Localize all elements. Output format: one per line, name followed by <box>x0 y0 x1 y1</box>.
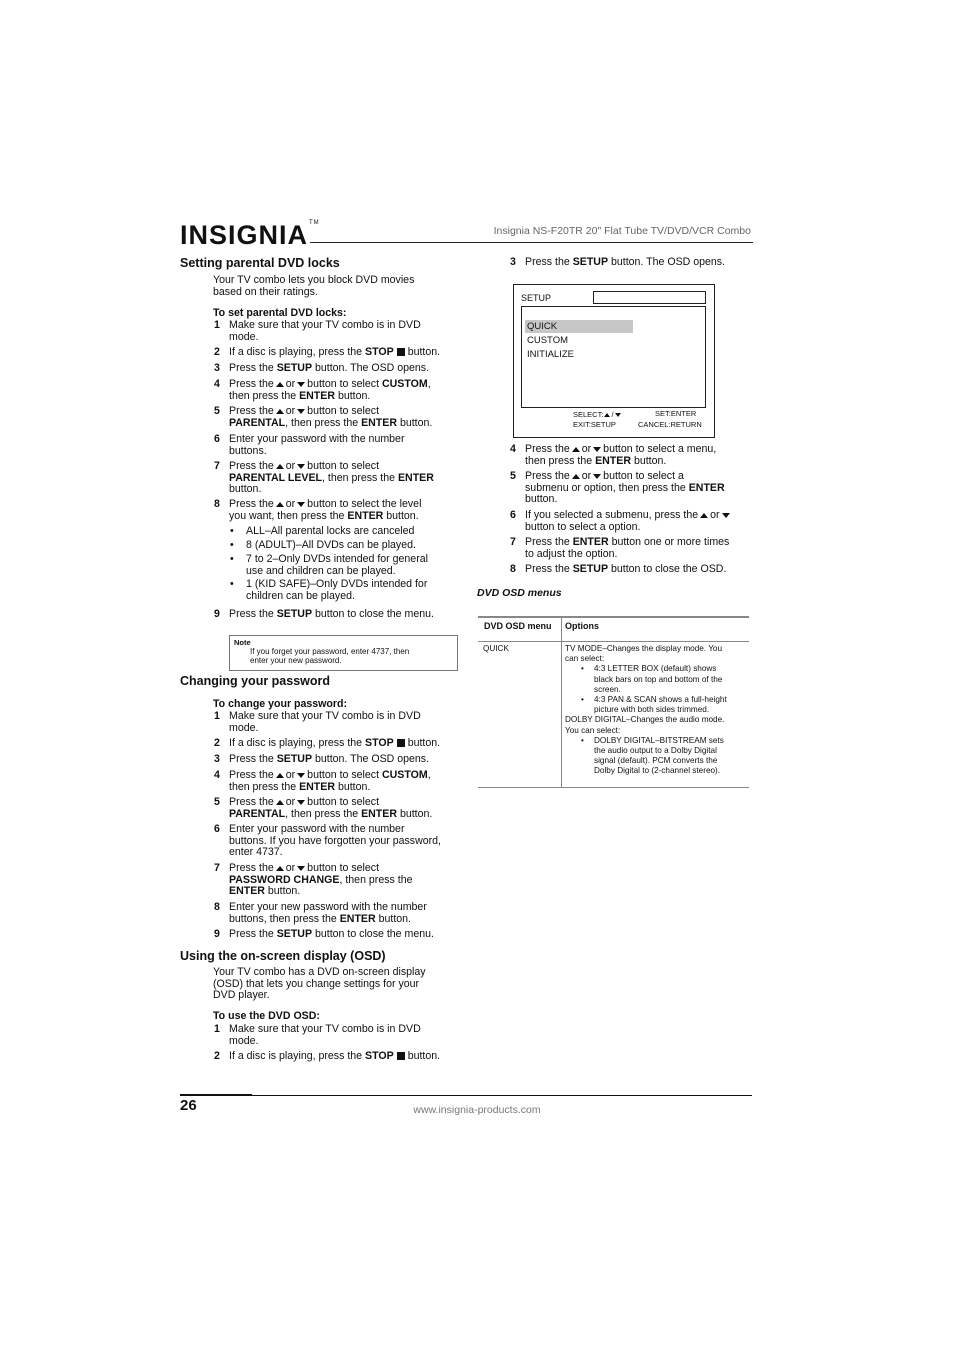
up-arrow-icon <box>276 502 284 507</box>
down-arrow-icon <box>297 502 305 507</box>
stop-icon <box>397 1052 405 1060</box>
down-arrow-icon <box>297 800 305 805</box>
table-cell-options: TV MODE–Changes the display mode. You can select: • 4:3 LETTER BOX (default) shows black bars on top and bottom of the screen. • 4:3 PAN & SCAN shows a full-height picture with both sides trimmed. DOLBY DIGITAL–Changes the audio mode. You can select: • DOLBY DIGITAL–BITSTREAM sets the audio output to a Dolby Digital signal (default). PCM converts the Dolby Digital to (2-channel stereo). <box>565 644 748 777</box>
table-bullet: • 4:3 PAN & SCAN shows a full-height picture with both sides trimmed. <box>581 695 727 715</box>
down-arrow-icon <box>722 513 730 518</box>
up-arrow-icon <box>276 382 284 387</box>
note-label: Note <box>234 638 251 647</box>
osd-exit-hint: EXIT:SETUP <box>573 420 616 429</box>
table-caption: DVD OSD menus <box>477 587 562 599</box>
table-bottom-rule <box>478 787 749 788</box>
up-arrow-icon <box>572 474 580 479</box>
procedure-heading: To change your password: <box>213 698 348 710</box>
osd-screen-illustration <box>513 284 715 438</box>
osd-set-hint: SET:ENTER <box>655 409 697 418</box>
up-arrow-icon <box>276 800 284 805</box>
osd-cancel-hint: CANCEL:RETURN <box>638 420 702 429</box>
down-arrow-icon <box>593 447 601 452</box>
footer-rule <box>252 1095 752 1096</box>
table-column-divider <box>561 618 562 787</box>
up-arrow-icon <box>276 866 284 871</box>
down-arrow-icon <box>297 773 305 778</box>
down-arrow-icon <box>297 409 305 414</box>
footer-url: www.insignia-products.com <box>413 1104 541 1116</box>
table-bullet: • DOLBY DIGITAL–BITSTREAM sets the audio output to a Dolby Digital signal (default). PCM converts the Dolby Digital to (2-channel stereo). <box>581 735 724 776</box>
down-arrow-icon <box>593 474 601 479</box>
note-text: If you forget your password, enter 4737, then enter your new password. <box>250 647 410 666</box>
section-heading-osd: Using the on-screen display (OSD) <box>180 949 386 963</box>
up-arrow-icon <box>700 513 708 518</box>
stop-icon <box>397 348 405 356</box>
footer-rule-accent <box>180 1094 252 1096</box>
osd-item-custom: CUSTOM <box>527 335 568 346</box>
section-heading-parental: Setting parental DVD locks <box>180 256 340 270</box>
osd-title: SETUP <box>521 293 552 303</box>
down-arrow-icon <box>297 382 305 387</box>
osd-item-quick: QUICK <box>527 321 558 332</box>
section-intro: Your TV combo lets you block DVD movies based on their ratings. <box>213 274 415 298</box>
osd-item-initialize: INITIALIZE <box>527 349 574 360</box>
stop-icon <box>397 739 405 747</box>
note-box <box>229 635 458 671</box>
section-intro: Your TV combo has a DVD on-screen display (OSD) that lets you change settings for your DVD player. <box>213 966 426 1002</box>
table-top-rule <box>478 616 749 618</box>
page-number: 26 <box>180 1097 197 1114</box>
table-bullet: • 4:3 LETTER BOX (default) shows black bars on top and bottom of the screen. <box>581 664 723 694</box>
table-cell-menu: QUICK <box>483 644 509 653</box>
section-heading-password: Changing your password <box>180 674 331 688</box>
down-arrow-icon <box>297 464 305 469</box>
up-arrow-icon <box>604 413 610 417</box>
up-arrow-icon <box>276 464 284 469</box>
down-arrow-icon <box>297 866 305 871</box>
product-title: Insignia NS-F20TR 20" Flat Tube TV/DVD/VCR Combo <box>493 225 751 237</box>
down-arrow-icon <box>615 413 621 417</box>
up-arrow-icon <box>276 409 284 414</box>
header-rule <box>310 242 753 243</box>
procedure-heading: To use the DVD OSD: <box>213 1010 320 1022</box>
osd-select-hint: SELECT: / <box>573 410 622 419</box>
table-header-menu: DVD OSD menu <box>484 621 552 631</box>
up-arrow-icon <box>276 773 284 778</box>
insignia-logo: INSIGNIA™ <box>180 220 320 250</box>
osd-menu-panel <box>521 306 706 408</box>
table-header-rule <box>478 641 749 642</box>
table-header-options: Options <box>565 621 599 631</box>
up-arrow-icon <box>572 447 580 452</box>
procedure-heading: To set parental DVD locks: <box>213 307 347 319</box>
osd-title-box <box>593 291 706 304</box>
